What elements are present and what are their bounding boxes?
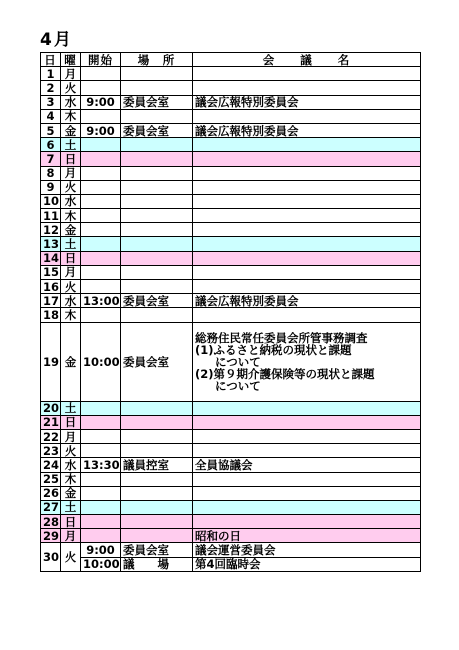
table-row [41, 458, 421, 472]
meeting-name-cell [193, 109, 421, 123]
place-cell [121, 429, 193, 443]
table-row [41, 265, 421, 279]
start-time-cell [81, 237, 121, 251]
weekday-cell: 月 [61, 166, 81, 180]
place-cell [121, 500, 193, 514]
weekday-cell: 火 [61, 444, 81, 458]
table-row [41, 223, 421, 237]
start-time-cell [81, 109, 121, 123]
meeting-name-cell [193, 209, 421, 223]
start-time-cell [81, 308, 121, 322]
day-cell: 28 [41, 515, 61, 529]
place-cell [121, 166, 193, 180]
weekday-cell: 金 [61, 223, 81, 237]
place-cell [121, 401, 193, 415]
start-time-cell [81, 138, 121, 152]
place-cell: 委員会室 [121, 123, 193, 137]
place-cell [121, 223, 193, 237]
weekday-cell: 水 [61, 294, 81, 308]
meeting-name-cell [193, 429, 421, 443]
meeting-name-cell [193, 280, 421, 294]
meeting-name-cell [193, 265, 421, 279]
start-time-cell: 10:00 [81, 557, 121, 571]
table-row [41, 67, 421, 81]
start-time-cell [81, 194, 121, 208]
day-cell: 20 [41, 401, 61, 415]
start-time-cell [81, 500, 121, 514]
meeting-name-cell [193, 180, 421, 194]
table-row [41, 486, 421, 500]
weekday-cell: 火 [61, 180, 81, 194]
meeting-name-cell [193, 486, 421, 500]
table-row [41, 95, 421, 109]
start-time-cell: 10:00 [81, 322, 121, 401]
table-row [41, 294, 421, 308]
day-cell: 1 [41, 67, 61, 81]
meeting-name-cell: 議会広報特別委員会 [193, 294, 421, 308]
day-cell: 19 [41, 322, 61, 401]
day-cell: 21 [41, 415, 61, 429]
meeting-name-cell [193, 138, 421, 152]
day-cell: 12 [41, 223, 61, 237]
place-cell: 委員会室 [121, 294, 193, 308]
weekday-cell: 日 [61, 152, 81, 166]
day-cell: 30 [41, 543, 61, 571]
day-cell: 13 [41, 237, 61, 251]
table-row [41, 500, 421, 514]
start-time-cell: 9:00 [81, 123, 121, 137]
start-time-cell: 13:30 [81, 458, 121, 472]
weekday-cell: 金 [61, 123, 81, 137]
day-cell: 10 [41, 194, 61, 208]
start-time-cell [81, 67, 121, 81]
day-cell: 23 [41, 444, 61, 458]
day-cell: 4 [41, 109, 61, 123]
weekday-cell: 木 [61, 209, 81, 223]
day-cell: 8 [41, 166, 61, 180]
meeting-name-cell [193, 322, 421, 401]
start-time-cell [81, 81, 121, 95]
day-cell: 3 [41, 95, 61, 109]
table-row [41, 251, 421, 265]
weekday-cell: 月 [61, 529, 81, 543]
start-time-cell [81, 209, 121, 223]
meeting-name-cell [193, 237, 421, 251]
meeting-detail-line: について [215, 378, 261, 393]
place-cell [121, 415, 193, 429]
meeting-schedule-table [40, 52, 421, 572]
table-row [41, 322, 421, 401]
schedule-body [41, 67, 421, 572]
place-cell [121, 265, 193, 279]
meeting-name-cell [193, 67, 421, 81]
meeting-name-cell [193, 472, 421, 486]
weekday-cell: 日 [61, 415, 81, 429]
place-cell [121, 138, 193, 152]
meeting-name-cell [193, 415, 421, 429]
weekday-cell: 木 [61, 308, 81, 322]
start-time-cell [81, 223, 121, 237]
meeting-name-cell [193, 81, 421, 95]
weekday-cell: 水 [61, 458, 81, 472]
header-meeting-name: 会 議 名 [193, 53, 421, 67]
table-row [41, 280, 421, 294]
header-row [41, 53, 421, 67]
header-start: 開始 [81, 53, 121, 67]
weekday-cell: 月 [61, 67, 81, 81]
place-cell: 議員控室 [121, 458, 193, 472]
day-cell: 26 [41, 486, 61, 500]
table-row [41, 472, 421, 486]
table-row [41, 401, 421, 415]
day-cell: 7 [41, 152, 61, 166]
place-cell [121, 486, 193, 500]
day-cell: 17 [41, 294, 61, 308]
meeting-name-cell [193, 194, 421, 208]
day-cell: 6 [41, 138, 61, 152]
meeting-name-cell [193, 251, 421, 265]
start-time-cell [81, 251, 121, 265]
month-title: 4月 [40, 30, 73, 50]
weekday-cell: 土 [61, 138, 81, 152]
start-time-cell [81, 529, 121, 543]
meeting-name-cell: 昭和の日 [193, 529, 421, 543]
place-cell: 委員会室 [121, 543, 193, 557]
place-cell [121, 444, 193, 458]
day-cell: 29 [41, 529, 61, 543]
start-time-cell [81, 265, 121, 279]
place-cell [121, 472, 193, 486]
day-cell: 16 [41, 280, 61, 294]
table-row [41, 180, 421, 194]
table-row [41, 429, 421, 443]
day-cell: 15 [41, 265, 61, 279]
start-time-cell [81, 429, 121, 443]
place-cell [121, 109, 193, 123]
start-time-cell [81, 401, 121, 415]
day-cell: 5 [41, 123, 61, 137]
meeting-name-cell [193, 444, 421, 458]
place-cell [121, 308, 193, 322]
table-row [41, 194, 421, 208]
place-cell [121, 515, 193, 529]
meeting-name-cell [193, 166, 421, 180]
header-place: 場 所 [121, 53, 193, 67]
place-cell [121, 237, 193, 251]
header-weekday: 曜 [61, 53, 81, 67]
weekday-cell: 火 [61, 280, 81, 294]
day-cell: 11 [41, 209, 61, 223]
day-cell: 9 [41, 180, 61, 194]
day-cell: 24 [41, 458, 61, 472]
table-row [41, 237, 421, 251]
table-row [41, 109, 421, 123]
weekday-cell: 水 [61, 95, 81, 109]
meeting-detail-line: (1)ふるさと納税の現状と課題 [195, 342, 352, 357]
weekday-cell: 金 [61, 322, 81, 401]
meeting-name-cell: 第4回臨時会 [193, 557, 421, 571]
place-cell: 委員会室 [121, 322, 193, 401]
table-row [41, 209, 421, 223]
place-cell: 委員会室 [121, 95, 193, 109]
place-cell: 議 場 [121, 557, 193, 571]
start-time-cell [81, 472, 121, 486]
table-row [41, 515, 421, 529]
place-cell [121, 209, 193, 223]
meeting-name-cell: 議会運営委員会 [193, 543, 421, 557]
start-time-cell: 9:00 [81, 95, 121, 109]
weekday-cell: 月 [61, 265, 81, 279]
day-cell: 14 [41, 251, 61, 265]
day-cell: 18 [41, 308, 61, 322]
meeting-name-cell: 全員協議会 [193, 458, 421, 472]
weekday-cell: 日 [61, 251, 81, 265]
day-cell: 2 [41, 81, 61, 95]
table-row [41, 557, 421, 571]
meeting-name-cell: 議会広報特別委員会 [193, 95, 421, 109]
weekday-cell: 土 [61, 500, 81, 514]
start-time-cell [81, 166, 121, 180]
start-time-cell [81, 415, 121, 429]
meeting-name-cell [193, 308, 421, 322]
table-row [41, 138, 421, 152]
table-row [41, 444, 421, 458]
start-time-cell: 13:00 [81, 294, 121, 308]
table-row [41, 81, 421, 95]
place-cell [121, 81, 193, 95]
table-row [41, 123, 421, 137]
start-time-cell [81, 486, 121, 500]
day-cell: 22 [41, 429, 61, 443]
weekday-cell: 金 [61, 486, 81, 500]
day-cell: 25 [41, 472, 61, 486]
weekday-cell: 土 [61, 237, 81, 251]
meeting-name-cell [193, 401, 421, 415]
start-time-cell [81, 180, 121, 194]
start-time-cell [81, 280, 121, 294]
place-cell [121, 180, 193, 194]
weekday-cell: 水 [61, 194, 81, 208]
meeting-detail-line: について [215, 354, 261, 369]
start-time-cell [81, 515, 121, 529]
place-cell [121, 251, 193, 265]
table-row [41, 308, 421, 322]
weekday-cell: 土 [61, 401, 81, 415]
meeting-name-cell [193, 223, 421, 237]
weekday-cell: 木 [61, 472, 81, 486]
meeting-name-cell [193, 500, 421, 514]
table-row [41, 415, 421, 429]
meeting-detail-line: (2)第９期介護保険等の現状と課題 [195, 366, 375, 381]
start-time-cell [81, 152, 121, 166]
meeting-detail-line: 総務住民常任委員会所管事務調査 [195, 330, 368, 345]
place-cell [121, 152, 193, 166]
table-row [41, 543, 421, 557]
meeting-name-cell [193, 152, 421, 166]
table-row [41, 166, 421, 180]
weekday-cell: 火 [61, 81, 81, 95]
place-cell [121, 67, 193, 81]
place-cell [121, 529, 193, 543]
header-day: 日 [41, 53, 61, 67]
meeting-name-cell: 議会広報特別委員会 [193, 123, 421, 137]
table-row [41, 152, 421, 166]
weekday-cell: 月 [61, 429, 81, 443]
place-cell [121, 194, 193, 208]
start-time-cell [81, 444, 121, 458]
day-cell: 27 [41, 500, 61, 514]
place-cell [121, 280, 193, 294]
meeting-name-cell [193, 515, 421, 529]
weekday-cell: 火 [61, 543, 81, 571]
weekday-cell: 木 [61, 109, 81, 123]
table-row [41, 529, 421, 543]
start-time-cell: 9:00 [81, 543, 121, 557]
weekday-cell: 日 [61, 515, 81, 529]
